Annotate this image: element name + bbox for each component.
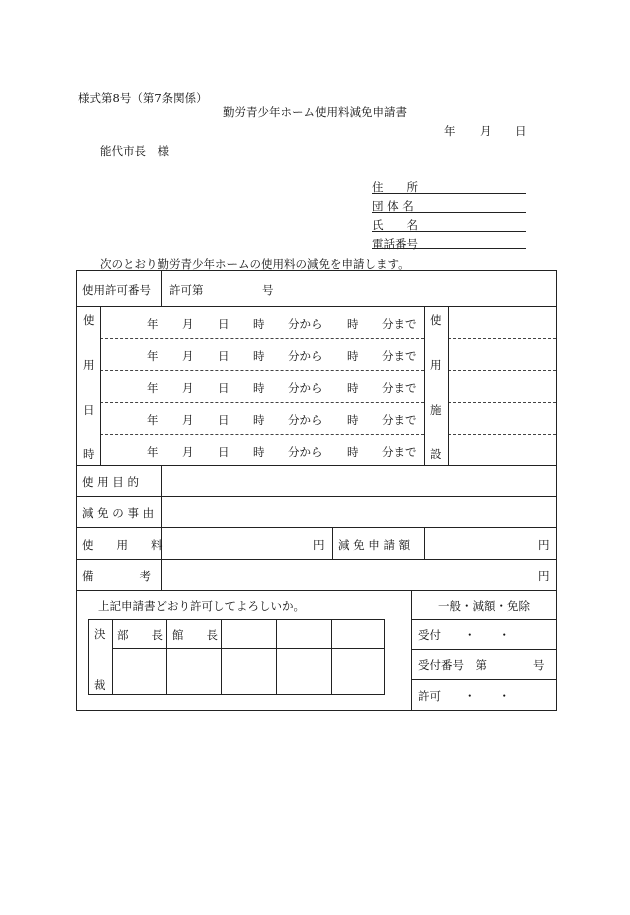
usage-date-from-minute-unit: 分から	[288, 445, 323, 459]
usage-date-label-2: 用	[83, 358, 95, 372]
usage-date-label-3: 日	[83, 403, 95, 417]
addressee: 能代市長 様	[100, 144, 169, 158]
usage-date-year-unit: 年	[147, 413, 159, 427]
name-line[interactable]	[372, 231, 526, 232]
decision-label-2: 裁	[94, 678, 106, 692]
hall-head-seal-box[interactable]	[167, 649, 221, 694]
usage-date-hour-unit: 時	[253, 317, 265, 331]
remarks-label: 備 考	[82, 569, 151, 583]
usage-date-to-minute-unit: 分まで	[382, 445, 417, 459]
permit-number-label: 使用許可番号	[82, 283, 151, 297]
usage-date-hour-unit: 時	[253, 413, 265, 427]
usage-date-from-minute-unit: 分から	[288, 317, 323, 331]
usage-date-to-minute-unit: 分まで	[382, 317, 417, 331]
usage-date-to-minute-unit: 分まで	[382, 413, 417, 427]
usage-date-end-hour-unit: 時	[347, 349, 359, 363]
usage-date-hour-unit: 時	[253, 349, 265, 363]
usage-date-year-unit: 年	[147, 381, 159, 395]
hall-head-label: 館 長	[172, 628, 218, 642]
remarks-unit: 円	[538, 569, 550, 583]
facility-label-4: 設	[430, 447, 442, 461]
usage-date-hour-unit: 時	[253, 381, 265, 395]
usage-date-year-unit: 年	[147, 317, 159, 331]
fee-unit: 円	[313, 538, 325, 552]
name-label: 氏 名	[372, 218, 418, 232]
facility-label-3: 施	[430, 403, 442, 417]
reduction-unit: 円	[538, 538, 550, 552]
usage-date-month-unit: 月	[182, 317, 194, 331]
usage-date-from-minute-unit: 分から	[288, 349, 323, 363]
received-date: 受付 ・ ・	[418, 628, 510, 642]
usage-date-hour-unit: 時	[253, 445, 265, 459]
permit-prefix: 許可第	[169, 283, 204, 297]
usage-date-from-minute-unit: 分から	[288, 381, 323, 395]
dept-head-seal-box[interactable]	[113, 649, 166, 694]
category-options: 一般・減額・免除	[438, 599, 530, 613]
address-label: 住 所	[372, 180, 418, 194]
usage-date-year-unit: 年	[147, 445, 159, 459]
intro-text: 次のとおり勤労青少年ホームの使用料の減免を申請します。	[100, 257, 410, 271]
facility-label-1: 使	[430, 313, 442, 327]
usage-date-day-unit: 日	[218, 413, 230, 427]
facility-label-2: 用	[430, 358, 442, 372]
usage-date-day-unit: 日	[218, 445, 230, 459]
dept-head-label: 部 長	[117, 628, 163, 642]
purpose-label: 使 用 目 的	[82, 475, 139, 489]
usage-date-to-minute-unit: 分まで	[382, 349, 417, 363]
phone-line[interactable]	[372, 248, 526, 249]
usage-date-end-hour-unit: 時	[347, 317, 359, 331]
usage-date-year-unit: 年	[147, 349, 159, 363]
reduction-amount-label: 減 免 申 請 額	[338, 538, 411, 552]
usage-date-to-minute-unit: 分まで	[382, 381, 417, 395]
usage-date-end-hour-unit: 時	[347, 381, 359, 395]
permit-suffix: 号	[262, 283, 274, 297]
group-name-line[interactable]	[372, 212, 526, 213]
date-year: 年	[444, 124, 456, 138]
fee-label: 使 用 料	[82, 538, 163, 552]
usage-date-label-4: 時	[83, 447, 95, 461]
usage-date-month-unit: 月	[182, 349, 194, 363]
usage-date-from-minute-unit: 分から	[288, 413, 323, 427]
usage-date-month-unit: 月	[182, 445, 194, 459]
usage-date-day-unit: 日	[218, 349, 230, 363]
received-number: 受付番号 第 号	[418, 658, 545, 672]
form-number: 様式第8号（第7条関係）	[78, 91, 208, 105]
permitted-date: 許可 ・ ・	[418, 689, 510, 703]
usage-date-end-hour-unit: 時	[347, 445, 359, 459]
address-line[interactable]	[372, 193, 526, 194]
usage-date-end-hour-unit: 時	[347, 413, 359, 427]
reason-label: 減 免 の 事 由	[82, 506, 155, 520]
date-day: 日	[515, 124, 527, 138]
decision-label-1: 決	[94, 627, 106, 641]
usage-date-day-unit: 日	[218, 381, 230, 395]
usage-date-month-unit: 月	[182, 381, 194, 395]
usage-date-label-1: 使	[83, 313, 95, 327]
date-month: 月	[480, 124, 492, 138]
usage-date-month-unit: 月	[182, 413, 194, 427]
usage-date-day-unit: 日	[218, 317, 230, 331]
group-name-label: 団 体 名	[372, 199, 414, 213]
form-title: 勤労青少年ホーム使用料減免申請書	[223, 105, 407, 119]
phone-label: 電話番号	[372, 237, 418, 251]
approval-question: 上記申請書どおり許可してよろしいか。	[98, 599, 305, 613]
